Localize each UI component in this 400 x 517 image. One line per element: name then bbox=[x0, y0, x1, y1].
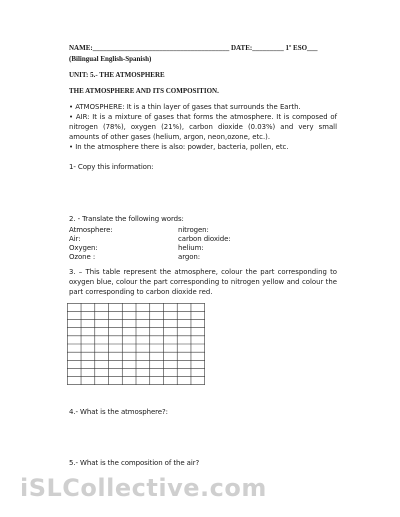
question-2: 2. - Translate the following words: bbox=[69, 215, 184, 223]
word-nitrogen: nitrogen: bbox=[178, 226, 209, 234]
word-atmosphere: Atmosphere: bbox=[69, 226, 113, 234]
word-ozone: Ozone : bbox=[69, 253, 96, 261]
section-title: THE ATMOSPHERE AND ITS COMPOSITION. bbox=[69, 87, 219, 95]
bullet-atmosphere: • ATMOSPHERE: It is a thin layer of gases that surrounds the Earth. bbox=[69, 103, 301, 111]
question-4: 4.- What is the atmosphere?: bbox=[69, 408, 168, 416]
subtitle: (Bilingual English-Spanish) bbox=[69, 55, 152, 63]
word-air: Air: bbox=[69, 235, 81, 243]
word-carbon-dioxide: carbon dioxide: bbox=[178, 235, 231, 243]
bullet-other: • In the atmosphere there is also: powder, bacteria, pollen, etc. bbox=[69, 143, 289, 151]
unit-title: UNIT: 5.- THE ATMOSPHERE bbox=[69, 71, 165, 79]
word-argon: argon: bbox=[178, 253, 200, 261]
question-1: 1- Copy this information: bbox=[69, 163, 154, 171]
atmosphere-grid-table bbox=[67, 303, 205, 385]
question-3: 3. – This table represent the atmosphere, colour the part corresponding to oxygen blue, colour the part corresponding to nitrogen yellow and colour the part corresponding to carbon dioxide red. bbox=[69, 268, 337, 296]
word-helium: helium: bbox=[178, 244, 204, 252]
word-oxygen: Oxygen: bbox=[69, 244, 98, 252]
name-date-line: NAME:_______________________________________ DATE:_________ 1º ESO___ bbox=[69, 44, 318, 52]
bullet-air: • AIR: It is a mixture of gases that forms the atmosphere. It is composed of nitrogen (78%), oxygen (21%), carbon dioxide (0.03%) and very small amounts of other gases (helium, argon, neon,ozone, etc.). bbox=[69, 113, 337, 141]
site-watermark: iSLCollective.com bbox=[20, 474, 267, 502]
question-5: 5.- What is the composition of the air? bbox=[69, 459, 200, 467]
